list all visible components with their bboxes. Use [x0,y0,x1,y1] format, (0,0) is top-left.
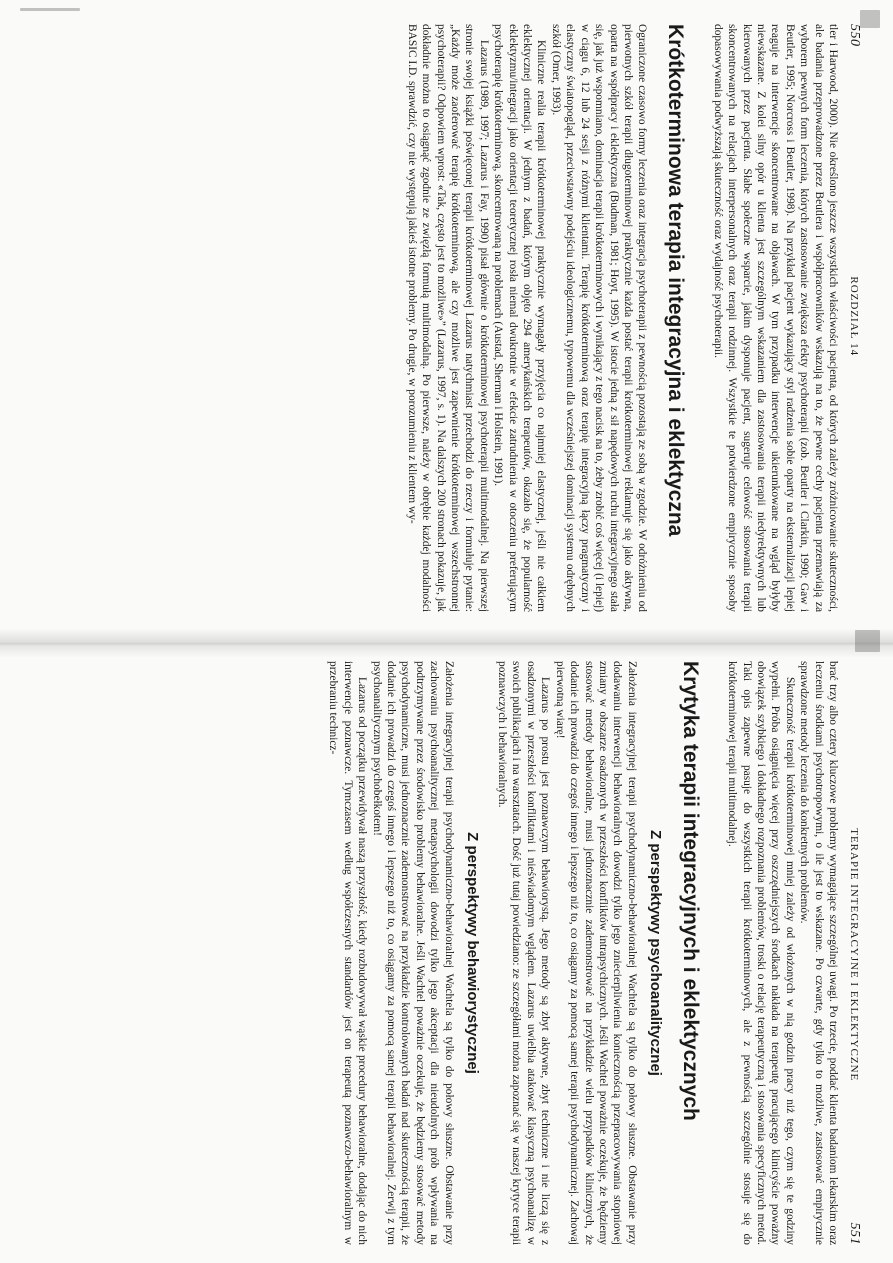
scan-speck [860,10,880,28]
body-paragraph: tler i Harwood, 2000). Nie określono jeszcze wszystkich właściwości pacjenta, od których zależy zróżnicowanie skuteczności, ale badania przeprowadzone przez Beutlera i współpracowników wskazują na to, że pewne cechy pacjenta przemawiają za wyborem pewnych form leczenia, których zastosowanie zwiększa efekty psychoterapii (zob. Beutler i Clarkin, 1990; Gaw i Beutler, 1995; Norcross i Beutler, 1998). Na przykład pacjent wykazujący styl radzenia sobie oparty na eksternalizacji lepiej reaguje na interwencje skoncentrowane na objawach. W tym przypadku interwencje ukierunkowane na wgląd byłyby niewskazane. Z kolei silny opór u klienta jest szczególnym wskazaniem dla zastosowania terapii niedyrektywnych lub kierowanych przez pacjenta. Słabe społeczne wsparcie, jakim dysponuje pacjent, sugeruje celowość stosowania terapii skoncentrowanych na relacjach interpersonalnych oraz terapii rodzinnej. Wszystkie te potwierdzone empirycznie sposoby dopasowywania podwyższają skuteczność oraz wydajność psychoterapii. [711,24,839,612]
scan-speck [20,8,80,11]
binding-gutter-shadow [0,628,893,658]
section-title: Krótkoterminowa terapia integracyjna i eklektyczna [664,24,688,537]
page-number: 551 [847,1222,862,1245]
body-paragraph: Ograniczone czasowo formy leczenia oraz integracja psychoterapii z pewnością pozostają ze sobą w zgodzie. W odróżnieniu od pierwotnych szkół terapii długoterminowej praktycznie każda postać terapii krótkoterminowej reklamuje się jako aktywna, oparta na współpracy i eklektyczna (Budman, 1981; Hoyt, 1995). W istocie jedną z sił napędowych ruchu integracyjnego stała się, jak już wspomniano, dominacja terapii krótkoterminowych i wynikający z tego nacisk na to, żeby zrobić coś więcej (i lepiej) w ciągu 6, 12 lub 24 sesji z różnymi klientami. Terapię krótkoterminową oraz terapię integracyjną łączy pragmatyczny i elastyczny światopogląd, przeciwstawny podejściu ideologicznemu, typowemu dla wcześniejszej dominacji systemu odrębnych szkół (Omer, 1993). [549,24,649,612]
page-number: 550 [847,24,862,47]
chapter-head: ROZDZIAŁ 14 [848,276,860,357]
body-paragraph: Lazarus (1989, 1997; Lazarus i Fay, 1990) pisał głównie o krótkoterminowej psychoterapii multimodalnej. Na pierwszej stronie swojej książki poświęconej terapii krótkoterminowej Lazarus natychmiast przechodzi do rzeczy i formułuje pytanie: „Każdy może zaoferować terapię krótkoterminową, ale czy możliwe jest zapewnienie krótkoterminowej wszechstronnej psychoterapii? Odpowiem wprost: «Tak, często jest to możliwe»” (Lazarus, 1997, s. 1). Na dalszych 200 stronach pokazuje, jak dokładnie można to osiągnąć zgodnie ze zwięzłą formułą multimodalną. Po pierwsze, należy w obrębie każdej modalności BASIC I.D. sprawdzić, czy nie występują jakieś istotne problemy. Po drugie, w porozumieniu z klientem wy- [405,24,490,612]
left-page [2,18,862,618]
subsection-title: Z perspektywy psychoanalitycznej [646,830,664,1076]
body-paragraph: Założenia integracyjnej terapii psychodynamiczno-behawioralnej Wachtela są tylko do połowy słuszne. Obstawanie przy zachowaniu psychoanalitycznej metapsychologii dowodzi tylko jego akceptacji dla nieudolnych prób wpływania na podtrzymywane przez środowisko problemy behawioralne. Jeśli Wachtel poważnie oczekuje, że będziemy stosować metody psychodynamiczne, musi jednoznacznie zademonstrować na przykładzie kontrolowanych badań nad skutecznością terapii, że dodanie ich prowadzi do czegoś innego i lepszego niż to, co osiągamy za pomocą samej terapii behawioralnej. Zerwij z tym psychoanalitycznym psychobełkotem! [370,661,455,1245]
right-page [2,655,862,1251]
body-paragraph: Kliniczne realia terapii krótkoterminowej praktycznie wymagały przyjęcia co najmniej elastycznej, jeśli nie całkiem eklektycznej orientacji. W jednym z badań, którym objęto 294 amerykańskich terapeutów, okazało się, że popularność eklektyzmu/integracji jako orientacji teoretycznej rosła niemal dwukrotnie w efekcie zatrudnienia w otoczeniu preferującym psychoterapię krótkoterminową, skoncentrowaną na problemach (Austad, Sherman i Holstein, 1991). [492,24,548,612]
body-paragraph: brać trzy albo cztery kluczowe problemy wymagające szczególnej uwagi. Po trzecie, poddać klienta badaniom lekarskim oraz leczeniu środkami psychotropowymi, o ile jest to wskazane. Po czwarte, gdy tylko to możliwe, zastosować empirycznie sprawdzone metody leczenia do konkretnych problemów. [798,661,839,1245]
scan-speck [855,630,880,652]
section-title: Krytyka terapii integracyjnych i eklektycznych [678,661,702,1121]
chapter-head: TERAPIE INTEGRACYJNE I EKLEKTYCZNE [848,828,860,1082]
running-head [840,24,862,612]
body-paragraph: Lazarus po prostu jest poznawczym behawiorystą. Jego metody są zbyt aktywne, zbyt techniczne i nie liczą się z osadzonymi w przeszłości konfliktami i nieświadomym wglądem. Lazarus uwielbia atakować klasyczną psychoanalizę w swoich publikacjach i na warsztatach. Dość już tutaj powiedziano: ze szczegółami można zapoznać się w naszej krytyce terapii poznawczych i behawioralnych. [496,661,552,1245]
subsection-title: Z perspektywy behawiorystycznej [463,832,481,1074]
body-paragraph: Skuteczność terapii krótkoterminowej mniej zależy od włożonych w nią godzin pracy niż tego, czym się te godziny wypełni. Próba osiągnięcia więcej przy oszczędniejszych środkach nakłada na terapeutę pracującego klinicyście poważny obowiązek szybkiego i dokładnego rozpoznania problemów, troski o relację terapeutyczną i stosowania specyficznych metod. Taki opis zapewne pasuje do wszystkich terapii krótkoterminowych, ale z pewnością szczególnie stosuje się do krótkoterminowej terapii multimodalnej. [726,661,796,1245]
body-paragraph: Lazarus od początku przewidywał naszą przyszłość, kiedy rozbudowywał wąskie procedury behawioralne, dodając do nich interwencje poznawcze. Tymczasem według współczesnych standardów jest on terapeutą poznawczo-behawioralnym w przebraniu technicz- [327,661,369,1245]
body-paragraph: Założenia integracyjnej terapii psychodynamiczno-behawioralnej Wachtela są tylko do połowy słuszne. Obstawanie przy dodawaniu interwencji behawioralnych dowodzi tylko jego zniecierpliwienia koniecznością przepracowywania stopniowej zmiany w obszarze osadzonych w przeszłości konfliktów intrapsychicznych. Jeśli Wachtel poważnie oczekuje, że będziemy stosować metody behawioralne, musi jednoznacznie zademonstrować na przykładzie wielu przypadków klinicznych, że dodanie ich prowadzi do czegoś innego i lepszego niż to, co osiągamy za pomocą samej terapii psychodynamicznej. Zachowaj pierwotną wiarę! [553,661,638,1245]
running-head [840,661,862,1245]
